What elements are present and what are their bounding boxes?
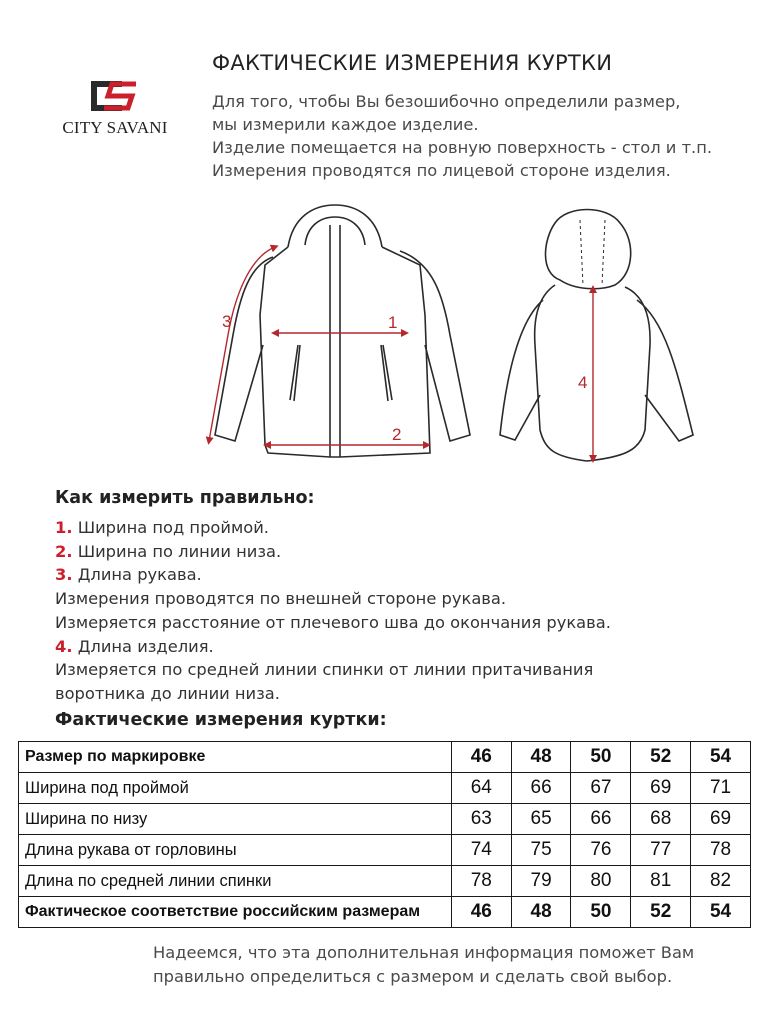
cell-value: 78 xyxy=(691,835,751,866)
howto-text: Измерения проводятся по внешней стороне рукава. xyxy=(55,589,507,609)
cell-value: 63 xyxy=(451,804,511,835)
cell-value: 48 xyxy=(511,897,571,928)
marker-1: 1 xyxy=(388,313,398,332)
cell-value: 66 xyxy=(511,773,571,804)
table-row xyxy=(19,866,751,897)
marker-2: 2 xyxy=(392,425,402,444)
howto-item xyxy=(55,611,611,635)
cell-value: 81 xyxy=(631,866,691,897)
intro-line: Для того, чтобы Вы безошибочно определили размер, xyxy=(212,92,681,111)
cell-value: 52 xyxy=(631,897,691,928)
footer-note xyxy=(153,941,694,989)
cell-value: 67 xyxy=(571,773,631,804)
cell-value: 68 xyxy=(631,804,691,835)
table-row xyxy=(19,897,751,928)
howto-text: Измеряется расстояние от плечевого шва до окончания рукава. xyxy=(55,612,611,632)
cell-value: 50 xyxy=(571,742,631,773)
howto-item xyxy=(55,635,611,659)
row-label: Размер по маркировке xyxy=(19,742,452,773)
cell-value: 78 xyxy=(451,866,511,897)
howto-item xyxy=(55,516,611,540)
cell-value: 65 xyxy=(511,804,571,835)
footer-line: Надеемся, что эта дополнительная информация поможет Вам xyxy=(153,943,695,962)
howto-item xyxy=(55,682,611,706)
brand-name: CITY SAVANI xyxy=(62,118,168,137)
howto-item xyxy=(55,587,611,611)
cell-value: 77 xyxy=(631,835,691,866)
row-label: Длина рукава от горловины xyxy=(19,835,452,866)
cell-value: 54 xyxy=(691,742,751,773)
cell-value: 54 xyxy=(691,897,751,928)
row-label: Длина по средней линии спинки xyxy=(19,866,452,897)
howto-title: Как измерить правильно: xyxy=(55,488,315,508)
size-table xyxy=(18,741,751,928)
howto-item xyxy=(55,658,611,682)
cell-value: 46 xyxy=(451,897,511,928)
footer-line: правильно определиться с размером и сделать свой выбор. xyxy=(153,967,673,986)
howto-list xyxy=(55,516,611,706)
marker-4: 4 xyxy=(578,373,588,392)
howto-number: 4. xyxy=(55,636,73,656)
cell-value: 69 xyxy=(691,804,751,835)
cell-value: 71 xyxy=(691,773,751,804)
cell-value: 52 xyxy=(631,742,691,773)
jacket-back-icon xyxy=(500,210,693,462)
cell-value: 48 xyxy=(511,742,571,773)
page-title: ФАКТИЧЕСКИЕ ИЗМЕРЕНИЯ КУРТКИ xyxy=(212,51,613,75)
table-row xyxy=(19,835,751,866)
howto-number: 2. xyxy=(55,541,73,561)
jacket-measurement-diagram xyxy=(195,195,705,480)
howto-text: Длина рукава. xyxy=(72,565,202,585)
table-row xyxy=(19,804,751,835)
marker-3: 3 xyxy=(222,312,232,331)
intro-line: Изделие помещается на ровную поверхность - стол и т.п. xyxy=(212,138,713,157)
intro-line: мы измерили каждое изделие. xyxy=(212,115,479,134)
howto-item xyxy=(55,540,611,564)
cell-value: 82 xyxy=(691,866,751,897)
howto-text: Измеряется по средней линии спинки от линии притачивания xyxy=(55,660,594,680)
howto-text: Ширина по линии низа. xyxy=(72,541,282,561)
cell-value: 64 xyxy=(451,773,511,804)
cell-value: 46 xyxy=(451,742,511,773)
cell-value: 69 xyxy=(631,773,691,804)
row-label: Фактическое соответствие российским размерам xyxy=(19,897,452,928)
cell-value: 80 xyxy=(571,866,631,897)
cell-value: 74 xyxy=(451,835,511,866)
table-row xyxy=(19,742,751,773)
intro-text xyxy=(212,90,757,182)
howto-text: воротника до линии низа. xyxy=(55,683,280,703)
cell-value: 50 xyxy=(571,897,631,928)
table-title: Фактические измерения куртки: xyxy=(55,710,387,730)
cell-value: 76 xyxy=(571,835,631,866)
row-label: Ширина под проймой xyxy=(19,773,452,804)
table-row xyxy=(19,773,751,804)
howto-number: 1. xyxy=(55,518,73,537)
intro-line: Измерения проводятся по лицевой стороне изделия. xyxy=(212,161,671,180)
howto-text: Длина изделия. xyxy=(72,636,214,656)
cell-value: 79 xyxy=(511,866,571,897)
jacket-front-icon xyxy=(215,205,470,457)
cell-value: 66 xyxy=(571,804,631,835)
howto-text: Ширина под проймой. xyxy=(72,518,269,537)
row-label: Ширина по низу xyxy=(19,804,452,835)
howto-item xyxy=(55,563,611,587)
cell-value: 75 xyxy=(511,835,571,866)
howto-number: 3. xyxy=(55,565,73,585)
